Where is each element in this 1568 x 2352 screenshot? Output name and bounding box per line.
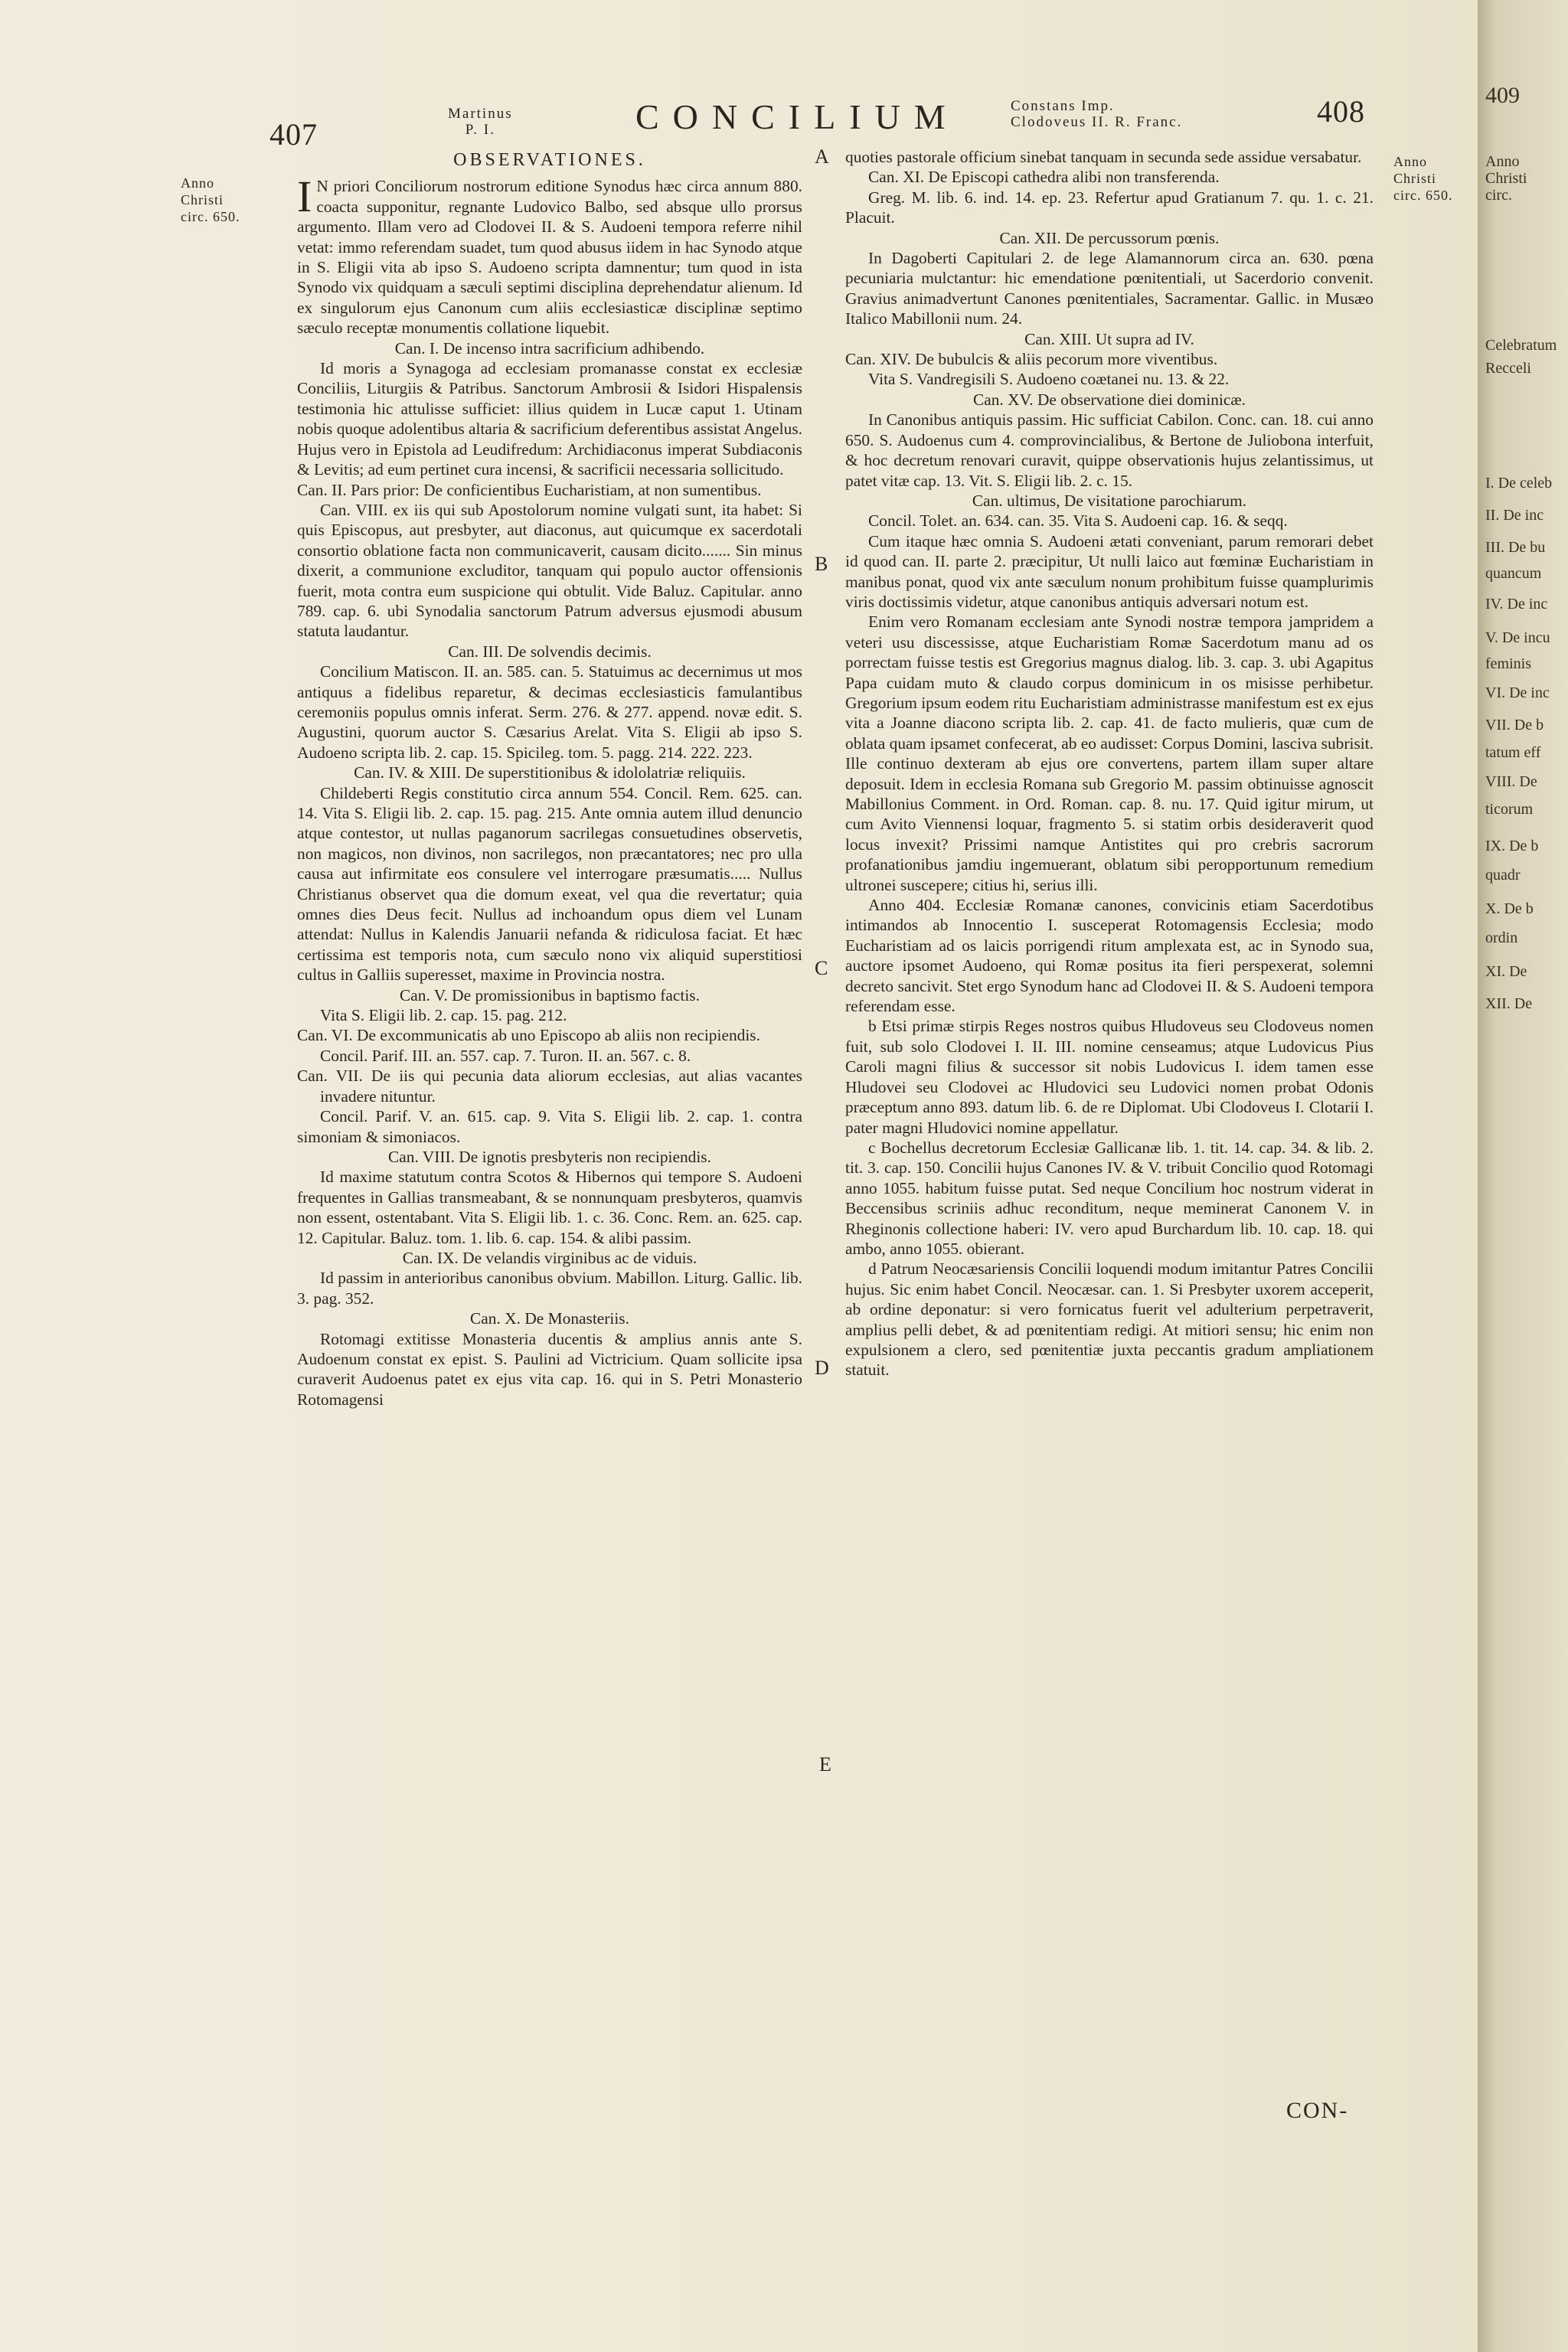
next-page-margin-line: XII. De [1485,995,1533,1012]
margin-note-line: circ. 650. [181,209,240,224]
observationes-heading: OBSERVATIONES. [453,150,646,170]
paragraph: Greg. M. lib. 6. ind. 14. ep. 23. Refertur apud Gratianum 7. qu. 1. c. 21. Placuit. [845,188,1374,227]
section-letter-d: D [815,1357,829,1379]
next-page-margin-line: ordin [1485,929,1518,946]
next-page-margin-line: Recceli [1485,360,1531,377]
paragraph: Concil. Parif. III. an. 557. cap. 7. Turon. II. an. 567. c. 8. [320,1046,691,1065]
paragraph: In Dagoberti Capitulari 2. de lege Alamannorum circa an. 630. pœna pecuniaria mulctantur: hic emendatione pœnitentiali, ut Sacerdorio convenit. Gravius animadvertunt Canones pœnitentiales, Sacramentar. Gallic. in Musæo Italico Mabillonii num. 24. [845,249,1374,328]
running-head-line: P. I. [465,122,495,138]
paragraph: In Canonibus antiquis passim. Hic sufficiat Cabilon. Conc. can. 18. cui anno 650. S. Audoenus cum 4. comprovincialibus, & Bertone de Juliobona interfuit, & hoc decretum renovari curavit, quippe observationis hujus zelantissimus, ut patet vitæ cap. 13. Vit. S. Eligii lib. 2. c. 15. [845,410,1374,490]
next-page-number: 409 [1485,83,1520,108]
next-page-margin-line: Anno [1485,153,1520,170]
footnote-b: b Etsi primæ stirpis Reges nostros quibus Hludoveus seu Clodoveus nomen fuit, sub solo Clodovei I. II. III. nomine censeamus; atque Ludovicus Pius Caroli magni filius & successor sit nobis Ludovicus I. idem tamen esse Hludovei seu Clodovei ac Hludovici seu Ludovici nomen probat Odonis præceptum anno 893. datum lib. 6. de re Diplomat. Ubi Clodoveus I. Clotarii I. pater magni Hludovici nomine appellatur. [845,1017,1374,1137]
footnote-d: d Patrum Neocæsariensis Concilii loquendi modum imitantur Patres Concilii hujus. Sic enim habet Concil. Neocæsar. can. 1. Si Presbyter uxorem acceperit, ab ordine deponatur: si vero fornicatus fuerit vel adulterium perpetraverit, amplius pelli debet, & ad pœnitentiam redigi. At mitiori sensu; hic enim non expulsionem a clero, sed pœnitentiæ juxta peccantis gradum ampliationem statuit. [845,1259,1374,1380]
next-page-margin-line: quancum [1485,565,1542,582]
next-page-margin-line: VIII. De [1485,773,1537,790]
canon-heading: Can. I. De incenso intra sacrificium adhibendo. [394,338,705,358]
next-page-margin-line: VII. De b [1485,717,1544,733]
canon-heading: Can. VI. De excommunicatis ab uno Episcopo ab aliis non recipiendis. [297,1026,760,1045]
canon-heading: Can. ultimus, De visitatione parochiarum. [972,491,1247,510]
next-page-margin-line: Celebratum [1485,337,1557,354]
section-letter-a: A [815,145,829,168]
next-page-margin-line: IV. De inc [1485,596,1548,612]
next-page-margin-line: IX. De b [1485,838,1539,854]
running-head-line: Martinus [448,106,513,122]
next-page-margin-line: X. De b [1485,900,1534,917]
canon-heading: Can. IV. & XIII. De superstitionibus & idololatriæ reliquiis. [354,763,746,782]
paragraph: Id passim in anterioribus canonibus obvium. Mabillon. Liturg. Gallic. lib. 3. pag. 352. [297,1269,802,1308]
paragraph: Anno 404. Ecclesiæ Romanæ canones, convicinis etiam Sacerdotibus intimandos ab Innocentio I. susceperat Rotomagensis Ecclesia; modo Eucharistiam ad os laicis porrigendi ritum amplexata est, ac in Synodo sua, auctore ipsomet Audoeno, qui Romæ positus ita fieri perspexerat, solemni decreto sancivit. Stet ergo Synodum hanc ad Clodovei II. & S. Audoeni tempora referendam esse. [845,896,1374,1016]
next-page-margin-line: Christi [1485,170,1527,187]
canon-heading: Can. III. De solvendis decimis. [448,642,652,661]
paragraph: Vita S. Eligii lib. 2. cap. 15. pag. 212. [320,1006,567,1025]
next-page-margin-line: I. De celeb [1485,475,1553,492]
paragraph: Concil. Parif. V. an. 615. cap. 9. Vita S. Eligii lib. 2. cap. 1. contra simoniam & simoniacos. [297,1107,802,1146]
paragraph: Concilium Matiscon. II. an. 585. can. 5. Statuimus ac decernimus ut mos antiquus a fidelibus reparetur, & decimas ecclesiasticis famulantibus ceremoniis populus omnis inferat. Serm. 276. & 277. append. novæ edit. S. Augustini, quorum auctor S. Cæsarius Arelat. Vita S. Eligii ab ipso S. Audoeno scripta lib. 2. cap. 15. Spicileg. tom. 5. pagg. 214. 222. 223. [297,662,802,762]
paragraph: quoties pastorale officium sinebat tanquam in secunda sede assidue versabatur. [845,148,1362,166]
left-margin-note [181,175,240,225]
left-page-number: 407 [270,117,318,152]
page-title: CONCILIUM [635,97,959,136]
canon-heading: Can. XI. De Episcopi cathedra alibi non transferenda. [868,168,1220,187]
left-running-head [448,106,513,138]
margin-note-line: Christi [181,192,224,207]
next-page-margin-line: II. De inc [1485,507,1544,524]
next-page-margin-line: ticorum [1485,801,1534,818]
next-page-margin-line: III. De bu [1485,539,1546,556]
running-head-line: Constans Imp. [1011,98,1115,114]
next-page-margin-line: quadr [1485,867,1521,884]
next-page-margin-line: V. De incu [1485,629,1550,646]
paragraph: Id maxime statutum contra Scotos & Hibernos qui tempore S. Audoeni frequentes in Gallias transmeabant, & se nonnunquam presbyteros, quamvis non essent, ostentabant. Vita S. Eligii lib. 1. c. 36. Conc. Rem. an. 625. cap. 12. Capitular. Baluz. tom. 1. lib. 6. cap. 154. & alibi passim. [297,1168,802,1247]
next-page-edge [1478,0,1568,2352]
margin-note-line: circ. 650. [1393,188,1453,203]
left-text-column [297,150,802,1926]
right-text-column [845,147,1374,1931]
paragraph: Vita S. Vandregisili S. Audoeno coætanei nu. 13. & 22. [868,370,1230,389]
section-letter-c: C [815,957,828,979]
margin-note-line: Anno [1393,154,1427,169]
footnote-c: c Bochellus decretorum Ecclesiæ Gallicanæ lib. 1. tit. 14. cap. 34. & lib. 2. tit. 3. cap. 150. Concilii hujus Canones IV. & V. tribuit Concilio quod Rotomagi anno 1055. habitum fuisse putat. Sed neque Concilium hoc nostrum viderat in Beccensibus scriniis adhuc reconditum, neque meminerat Canonem V. in Rheginonis collectione haberi: IV. vero apud Burchardum lib. 10. cap. 18. qui ambo, anno 1055. obierant. [845,1138,1374,1258]
paragraph: Can. VIII. ex iis qui sub Apostolorum nomine vulgati sunt, ita habet: Si quis Episcopus, aut presbyter, aut diaconus, aut quicumque ex sacerdotali consortio oblatione facta non communicaverit, causam dicito....... Sin minus dixerit, a communione excluditor, tanquam qui populo auctor offensionis fuerit, mota contra eum suspicione qui obtulit. Vide Baluz. Capitular. anno 789. cap. 6. ubi Synodalia sanctorum Patrum adversus ejusmodi abusum statuta laudantur. [297,500,802,641]
paragraph: Id moris a Synagoga ad ecclesiam promanasse constat ex ecclesiæ Conciliis, Liturgiis & Patribus. Sanctorum Ambrosii & Isidori Hispalensis testimonia hic attulisse sufficiet: illius quidem in Lucæ caput 1. Utinam nobis quoque adolentibus altaria & sacrificium deferentibus assistat Angelus. Hujus vero in Epistola ad Leudifredum: Archidiaconus imperat Subdiaconis & Levitis; ad eum pertinet cura incensi, & sacrificii necessaria sollicitudo. [297,359,802,479]
section-letter-b: B [815,553,828,575]
next-page-margin-line: tatum eff [1485,744,1541,761]
section-letter-e: E [819,1753,831,1775]
canon-heading: Can. XII. De percussorum pœnis. [999,228,1220,247]
paragraph: Cum itaque hæc omnia S. Audoeni ætati conveniant, parum remorari debet id quod can. II. parte 2. præcipitur, Ut nulli laico aut fœminæ Eucharistiam in manibus ponat, quod vix ante sæculum nonum prohibitum fuisse quamplurimis viris doctissimis videtur, atque canonibus antiquis adversari notum est. [845,531,1374,611]
drop-cap: I [297,172,312,222]
right-page-number: 408 [1317,94,1365,129]
right-running-head [1011,98,1182,130]
canon-heading: Can. V. De promissionibus in baptismo factis. [400,985,700,1004]
canon-heading: Can. X. De Monasteriis. [470,1309,629,1328]
paragraph: Rotomagi extitisse Monasteria ducentis & amplius annis ante S. Audoenum constat ex epist. S. Paulini ad Victricium. Quam sollicite ipsa curaverit Audoenus patet ex ejus vita cap. 16. qui in S. Petri Monasterio Rotomagensi [297,1329,802,1409]
canon-heading: Can. II. Pars prior: De conficientibus Eucharistiam, at non sumentibus. [297,480,762,499]
canon-heading: Can. XIII. Ut supra ad IV. [1024,329,1194,348]
next-page-margin-line: XI. De [1485,963,1527,980]
running-head-line: Clodoveus II. R. Franc. [1011,114,1183,130]
paragraph: Concil. Tolet. an. 634. can. 35. Vita S. Audoeni cap. 16. & seqq. [868,511,1288,531]
canon-heading: Can. VII. De iis qui pecunia data aliorum ecclesias, aut alias vacantes invadere nituntur. [297,1067,802,1106]
next-page-margin-line: circ. [1485,187,1512,204]
canon-heading: Can. XV. De observatione diei dominicæ. [972,390,1246,409]
canon-heading: Can. XIV. De bubulcis & aliis pecorum more viventibus. [845,350,1218,369]
catchword: CON- [1286,2098,1349,2123]
canon-heading: Can. VIII. De ignotis presbyteris non recipiendis. [388,1147,711,1166]
margin-note-line: Christi [1393,171,1437,186]
canon-heading: Can. IX. De velandis virginibus ac de viduis. [402,1248,697,1267]
margin-note-line: Anno [181,175,214,191]
next-page-margin-line: VI. De inc [1485,684,1550,701]
right-margin-note [1393,153,1452,204]
next-page-margin-line: feminis [1485,655,1531,672]
paragraph: Enim vero Romanam ecclesiam ante Synodi nostræ tempora jampridem a veteri usu discessisse, atque Eucharistiam Romæ Sacerdotum manu ad os porrectam fuisse testis est Gregorius magnus dialog. lib. 3. cap. 3. ubi Agapitus Papa cuidam muto & claudo corpus dominicum in os misisse perhibetur. Gregorium ipsum eodem ritu Eucharistiam administrasse manifestum est ex ejus vita a Joanne diacono scripta lib. 2. cap. 41. de facto mulieris, quæ cum de oblata quam ipsamet confecerat, ab eo audisset: Corpus Domini, lasciva subrisit. Ille continuo dexteram ab ejus ore convertens, partem illam super altare deposuit. Idem in ecclesia Romana sub Gregorio M. passim obtinuisse agnoscit Mabillonius Comment. in Ord. Roman. cap. 8. nu. 17. Quid igitur mirum, ut cum Avito Viennensi loquar, fragmento 5. si statim orbis desideraverit quod locus invexit? Prissimi namque Antistites qui pro crebris sacrorum profanationibus jamdiu ingemuerant, oblatum sibi peropportunum remedium ultronei suscepere; citius hi, serius illi. [845,612,1374,894]
paragraph: Childeberti Regis constitutio circa annum 554. Concil. Rem. 625. can. 14. Vita S. Eligii lib. 2. cap. 15. pag. 215. Ante omnia autem illud denuncio atque contestor, ut nullas paganorum sacrilegas consuetudines observetis, non magicos, non divinos, non sacrilegos, non præcantatores; nec pro ulla causa aut infirmitate eos consulere vel interrogare præsumatis..... Nullus Christianus observet qua die domum exeat, vel qua die revertatur; quia omnes dies Deus fecit. Nullus ad inchoandum opus diem vel Lunam attendat: Nullus in Kalendis Januarii nefanda & ridiculosa faciat. Et hæc certissima est temporis nota, cum sæculo nono vix aliquid superstitiosi cultus in Galliis superesset, maxime in Provincia nostra. [297,783,802,985]
paragraph: N priori Conciliorum nostrorum editione Synodus hæc circa annum 880. coacta supponitur, regnante Ludovico Balbo, sed absque ullo prorsus argumento. Illam vero ad Clodovei II. & S. Audoeni tempora referre nihil vetat: immo referendam suadet, tum quod abusus iidem in hac Synodo atque in S. Eligii vita ab ipso S. Audoeno scripta damnentur; tum quod in ista Synodo vix quidquam a sæculi septimi disciplina deprehendatur alienum. Id ex singulorum ejus Canonum cum aliis ecclesiasticæ disciplinæ septimo sæculo receptæ monumentis collatione liquebit. [297,177,802,338]
